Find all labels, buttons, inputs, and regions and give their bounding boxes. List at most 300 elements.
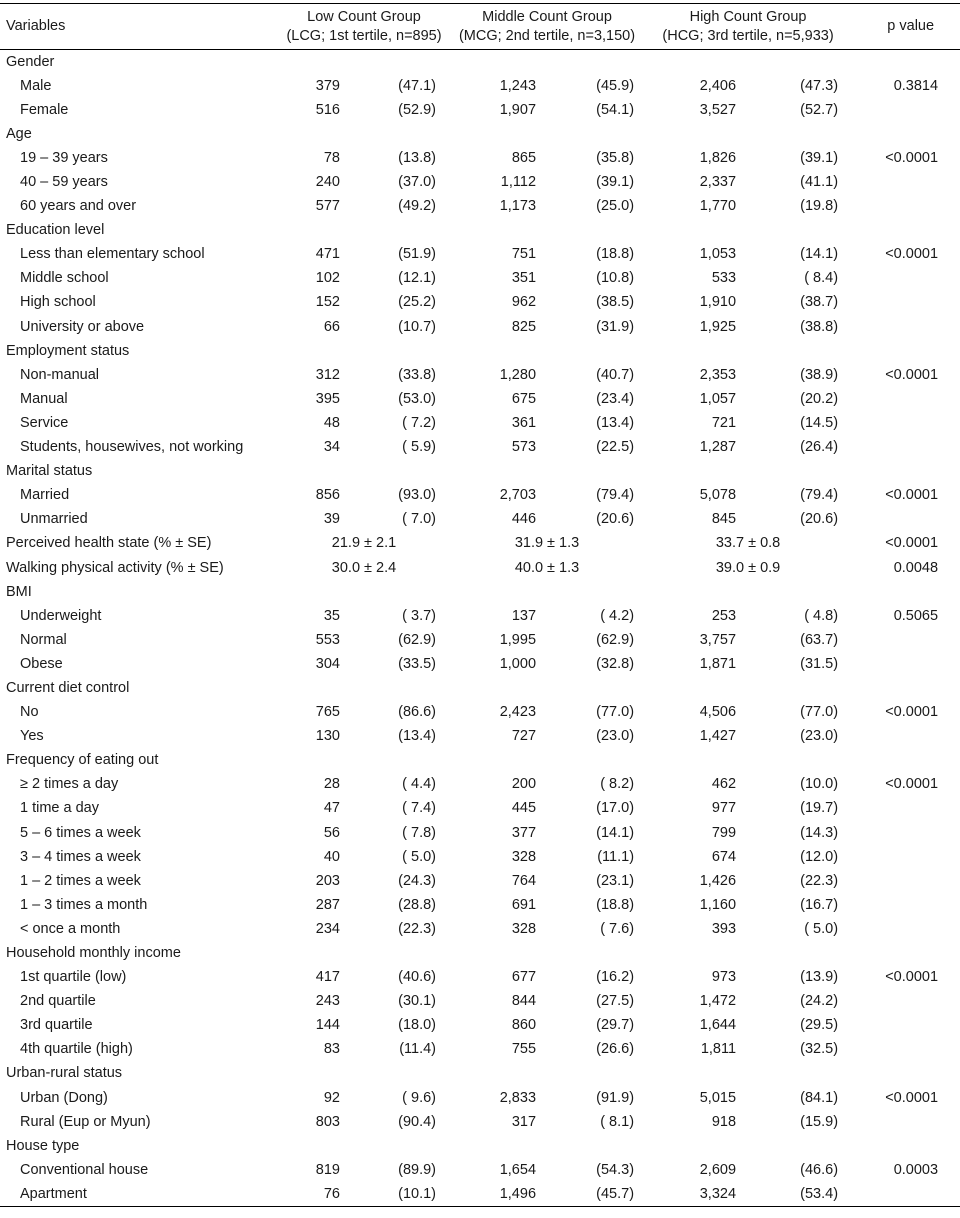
category-label: 2nd quartile [20, 993, 96, 1010]
header-lcg-subtitle: (LCG; 1st tertile, n=895) [286, 27, 442, 44]
hcg-count: 674 [711, 848, 737, 865]
p-value [850, 869, 960, 893]
hcg-percent: (14.3) [800, 824, 839, 841]
p-value [850, 98, 960, 122]
table-row [0, 1182, 960, 1206]
section-label: BMI [6, 583, 32, 600]
lcg-count: 144 [315, 1017, 340, 1034]
category-label: No [20, 704, 39, 721]
mcg-percent: (25.0) [596, 198, 635, 215]
category-label: University or above [20, 318, 145, 335]
mcg-count: 445 [511, 800, 537, 817]
category-label: Married [20, 487, 70, 504]
hcg-percent: ( 8.4) [804, 270, 839, 287]
p-value [850, 387, 960, 411]
category-label: Service [20, 414, 69, 431]
category-label: Obese [20, 655, 63, 672]
empty-cell [280, 580, 960, 604]
table-row [0, 435, 960, 459]
table-row [0, 387, 960, 411]
table-row [0, 74, 960, 98]
mcg-count: 573 [511, 439, 537, 456]
lcg-percent: (51.9) [398, 246, 437, 263]
lcg-percent: ( 9.6) [402, 1089, 437, 1106]
category-label: Manual [20, 390, 68, 407]
hcg-count: 253 [711, 607, 737, 624]
table-row [0, 507, 960, 531]
section-header-row [0, 122, 960, 146]
section-label: House type [6, 1137, 80, 1154]
lcg-count: 803 [315, 1113, 340, 1130]
mcg-percent: (39.1) [596, 174, 635, 191]
section-header-row [0, 218, 960, 242]
section-label: Age [6, 125, 32, 142]
hcg-count: 4,506 [699, 704, 737, 721]
lcg-count: 312 [315, 366, 340, 383]
mcg-count: 825 [511, 318, 537, 335]
hcg-percent: (63.7) [800, 631, 839, 648]
mcg-count: 677 [511, 969, 537, 986]
lcg-count: 417 [315, 969, 340, 986]
header-p-value: p value [850, 4, 960, 50]
mcg-count: 727 [511, 728, 537, 745]
empty-cell [280, 1061, 960, 1085]
mcg-percent: (54.1) [596, 101, 635, 118]
table-row [0, 1037, 960, 1061]
hcg-percent: (31.5) [800, 655, 839, 672]
hcg-count: 2,353 [699, 366, 737, 383]
hcg-percent: (22.3) [800, 872, 839, 889]
lcg-percent: ( 5.0) [402, 848, 437, 865]
p-value [850, 652, 960, 676]
lcg-percent: (49.2) [398, 198, 437, 215]
lcg-count: 40 [323, 848, 340, 865]
hcg-count: 5,015 [699, 1089, 737, 1106]
table-row [0, 315, 960, 339]
header-hcg-title: High Count Group [689, 8, 807, 25]
hcg-percent: (38.8) [800, 318, 839, 335]
section-label: Marital status [6, 463, 93, 480]
mcg-percent: ( 7.6) [600, 920, 635, 937]
hcg-count: 845 [711, 511, 737, 528]
table-row [0, 989, 960, 1013]
p-value: <0.0001 [885, 366, 939, 383]
section-label: Gender [6, 53, 55, 70]
hcg-mean-se: 39.0 ± 0.9 [715, 559, 781, 576]
mcg-count: 751 [511, 246, 537, 263]
lcg-percent: (12.1) [398, 270, 437, 287]
hcg-percent: (32.5) [800, 1041, 839, 1058]
mcg-percent: (16.2) [596, 969, 635, 986]
category-label: Non-manual [20, 366, 99, 383]
characteristics-table [0, 3, 960, 1207]
p-value [850, 1013, 960, 1037]
category-label: 40 – 59 years [20, 174, 108, 191]
lcg-percent: (90.4) [398, 1113, 437, 1130]
p-value [850, 290, 960, 314]
category-label: Female [20, 101, 69, 118]
mcg-count: 2,423 [499, 704, 537, 721]
p-value: <0.0001 [885, 535, 939, 552]
p-value [850, 989, 960, 1013]
lcg-percent: (25.2) [398, 294, 437, 311]
mcg-count: 675 [511, 390, 537, 407]
table-row [0, 290, 960, 314]
hcg-count: 918 [711, 1113, 737, 1130]
category-label: ≥ 2 times a day [20, 776, 119, 793]
empty-cell [280, 1134, 960, 1158]
section-header-row [0, 748, 960, 772]
p-value [850, 411, 960, 435]
p-value: 0.0003 [893, 1161, 939, 1178]
lcg-count: 83 [323, 1041, 340, 1058]
hcg-count: 1,426 [699, 872, 737, 889]
lcg-percent: (93.0) [398, 487, 437, 504]
lcg-percent: (52.9) [398, 101, 437, 118]
p-value: 0.5065 [893, 607, 939, 624]
mcg-percent: (18.8) [596, 896, 635, 913]
mcg-percent: (45.9) [596, 77, 635, 94]
lcg-count: 34 [323, 439, 340, 456]
hcg-count: 1,057 [699, 390, 737, 407]
p-value [850, 796, 960, 820]
p-value [850, 194, 960, 218]
p-value: <0.0001 [885, 1089, 939, 1106]
variable-label: Perceived health state (% ± SE) [6, 535, 212, 552]
lcg-percent: (33.8) [398, 366, 437, 383]
hcg-count: 973 [711, 969, 737, 986]
table-row [0, 917, 960, 941]
table-row [0, 1158, 960, 1182]
hcg-count: 533 [711, 270, 737, 287]
mcg-percent: (13.4) [596, 414, 635, 431]
lcg-percent: ( 7.4) [402, 800, 437, 817]
mcg-count: 446 [511, 511, 537, 528]
category-label: Unmarried [20, 511, 88, 528]
empty-cell [280, 50, 960, 74]
hcg-count: 1,826 [699, 149, 737, 166]
section-header-row [0, 459, 960, 483]
table-row [0, 869, 960, 893]
lcg-percent: ( 5.9) [402, 439, 437, 456]
category-label: 1 – 3 times a month [20, 896, 148, 913]
mcg-count: 1,243 [499, 77, 537, 94]
p-value [850, 266, 960, 290]
mcg-count: 1,995 [499, 631, 537, 648]
lcg-count: 78 [323, 149, 340, 166]
p-value [850, 1182, 960, 1206]
mcg-count: 1,654 [499, 1161, 537, 1178]
p-value [850, 917, 960, 941]
hcg-percent: (14.1) [800, 246, 839, 263]
mcg-count: 764 [511, 872, 537, 889]
hcg-percent: (52.7) [800, 101, 839, 118]
table-row [0, 98, 960, 122]
table-row [0, 821, 960, 845]
p-value [850, 821, 960, 845]
p-value [850, 507, 960, 531]
category-label: 1st quartile (low) [20, 969, 127, 986]
lcg-percent: (62.9) [398, 631, 437, 648]
mcg-mean-se: 31.9 ± 1.3 [514, 535, 580, 552]
hcg-count: 1,811 [700, 1041, 737, 1058]
mcg-percent: (23.1) [596, 872, 635, 889]
mcg-count: 1,000 [499, 655, 537, 672]
table-row [0, 266, 960, 290]
hcg-percent: ( 5.0) [804, 920, 839, 937]
lcg-percent: ( 3.7) [402, 607, 437, 624]
table-row [0, 652, 960, 676]
empty-cell [280, 676, 960, 700]
hcg-count: 1,910 [699, 294, 737, 311]
lcg-count: 577 [315, 198, 340, 215]
mcg-percent: (77.0) [596, 704, 635, 721]
hcg-percent: (47.3) [800, 77, 839, 94]
lcg-percent: (40.6) [398, 969, 437, 986]
hcg-percent: (29.5) [800, 1017, 839, 1034]
category-label: < once a month [20, 920, 121, 937]
category-label: Urban (Dong) [20, 1089, 108, 1106]
section-label: Household monthly income [6, 945, 181, 962]
mcg-percent: (10.8) [596, 270, 635, 287]
summary-row [0, 531, 960, 555]
header-variables: Variables [0, 4, 280, 50]
hcg-count: 721 [711, 414, 737, 431]
hcg-count: 1,053 [699, 246, 737, 263]
lcg-percent: (30.1) [398, 993, 437, 1010]
category-label: Conventional house [20, 1161, 149, 1178]
lcg-count: 553 [315, 631, 340, 648]
mcg-count: 755 [511, 1041, 537, 1058]
table-row [0, 1013, 960, 1037]
hcg-count: 2,406 [699, 77, 737, 94]
hcg-count: 1,472 [699, 993, 737, 1010]
p-value [850, 315, 960, 339]
empty-cell [280, 122, 960, 146]
hcg-count: 1,427 [699, 728, 737, 745]
lcg-count: 35 [323, 607, 340, 624]
mcg-percent: (22.5) [596, 439, 635, 456]
lcg-count: 39 [323, 511, 340, 528]
table-row [0, 700, 960, 724]
empty-cell [280, 339, 960, 363]
p-value [850, 435, 960, 459]
mcg-percent: ( 8.1) [600, 1113, 635, 1130]
p-value [850, 628, 960, 652]
mcg-count: 200 [511, 776, 537, 793]
mcg-percent: ( 8.2) [600, 776, 635, 793]
mcg-count: 2,833 [499, 1089, 537, 1106]
header-middle-count-group [448, 4, 646, 50]
empty-cell [280, 748, 960, 772]
table-row [0, 242, 960, 266]
p-value: <0.0001 [885, 487, 939, 504]
mcg-count: 1,280 [499, 366, 537, 383]
hcg-count: 977 [711, 800, 737, 817]
category-label: 19 – 39 years [20, 149, 108, 166]
category-label: 3rd quartile [20, 1017, 93, 1034]
lcg-count: 66 [323, 318, 340, 335]
table-row [0, 146, 960, 170]
lcg-count: 130 [315, 728, 340, 745]
variable-label: Walking physical activity (% ± SE) [6, 559, 224, 576]
hcg-percent: (24.2) [800, 993, 839, 1010]
p-value [850, 1037, 960, 1061]
section-label: Current diet control [6, 679, 130, 696]
category-label: 5 – 6 times a week [20, 824, 141, 841]
hcg-percent: (53.4) [738, 1182, 850, 1206]
lcg-count: 304 [315, 655, 340, 672]
hcg-percent: (46.6) [800, 1161, 839, 1178]
mcg-percent: (45.7) [538, 1182, 646, 1206]
table-row [0, 411, 960, 435]
lcg-percent: ( 7.8) [402, 824, 437, 841]
mcg-percent: (11.1) [597, 848, 635, 865]
hcg-percent: (12.0) [800, 848, 839, 865]
p-value: <0.0001 [885, 704, 939, 721]
section-header-row [0, 941, 960, 965]
section-label: Education level [6, 222, 105, 239]
header-mcg-subtitle: (MCG; 2nd tertile, n=3,150) [458, 27, 636, 44]
hcg-percent: (16.7) [800, 896, 839, 913]
lcg-count: 102 [315, 270, 340, 287]
lcg-count: 243 [315, 993, 340, 1010]
category-label: Normal [20, 631, 67, 648]
p-value [850, 845, 960, 869]
section-header-row [0, 580, 960, 604]
mcg-percent: (27.5) [596, 993, 635, 1010]
mcg-count: 377 [511, 824, 537, 841]
hcg-percent: (77.0) [800, 704, 839, 721]
hcg-count: 5,078 [699, 487, 737, 504]
lcg-percent: (10.7) [398, 318, 437, 335]
lcg-count: 48 [323, 414, 340, 431]
category-label: High school [20, 294, 96, 311]
mcg-count: 691 [511, 896, 537, 913]
mcg-count: 1,173 [499, 198, 537, 215]
table-row [0, 628, 960, 652]
hcg-percent: (20.6) [800, 511, 839, 528]
p-value [850, 170, 960, 194]
lcg-percent: (33.5) [398, 655, 437, 672]
hcg-percent: (39.1) [800, 149, 839, 166]
hcg-percent: (41.1) [800, 174, 839, 191]
mcg-percent: (35.8) [596, 149, 635, 166]
table-row [0, 363, 960, 387]
category-label: Students, housewives, not working [20, 439, 244, 456]
mcg-percent: (23.4) [596, 390, 635, 407]
hcg-count: 3,324 [646, 1182, 738, 1206]
section-header-row [0, 1061, 960, 1085]
section-header-row [0, 339, 960, 363]
mcg-count: 317 [511, 1113, 537, 1130]
mcg-count: 328 [511, 848, 537, 865]
mcg-percent: (54.3) [596, 1161, 635, 1178]
mcg-percent: (23.0) [596, 728, 635, 745]
p-value: <0.0001 [885, 969, 939, 986]
lcg-count: 516 [315, 101, 340, 118]
table-row [0, 796, 960, 820]
hcg-percent: (14.5) [800, 414, 839, 431]
hcg-count: 3,757 [699, 631, 737, 648]
mcg-count: 328 [511, 920, 537, 937]
header-low-count-group [280, 4, 448, 50]
mcg-percent: (14.1) [596, 824, 635, 841]
lcg-mean-se: 21.9 ± 2.1 [331, 535, 397, 552]
category-label: Less than elementary school [20, 246, 205, 263]
table-row [0, 170, 960, 194]
lcg-count: 47 [323, 800, 340, 817]
lcg-percent: (13.8) [398, 149, 437, 166]
lcg-percent: ( 4.4) [402, 776, 437, 793]
category-label: Yes [20, 728, 44, 745]
lcg-count: 287 [315, 896, 340, 913]
lcg-count: 28 [323, 776, 340, 793]
lcg-percent: (18.0) [398, 1017, 437, 1034]
hcg-percent: (15.9) [800, 1113, 839, 1130]
lcg-count: 379 [315, 77, 340, 94]
section-header-row [0, 1134, 960, 1158]
p-value: <0.0001 [885, 149, 939, 166]
lcg-count: 203 [315, 872, 340, 889]
category-label: 4th quartile (high) [20, 1041, 133, 1058]
table-row [0, 483, 960, 507]
category-label: Apartment [0, 1182, 280, 1206]
table-body [0, 50, 960, 1207]
empty-cell [280, 941, 960, 965]
hcg-count: 1,160 [699, 896, 737, 913]
mcg-count: 844 [511, 993, 537, 1010]
lcg-percent: (11.4) [399, 1041, 437, 1058]
hcg-percent: (79.4) [800, 487, 839, 504]
category-label: 60 years and over [20, 198, 137, 215]
table-row [0, 1110, 960, 1134]
hcg-count: 3,527 [699, 101, 737, 118]
header-high-count-group [646, 4, 850, 50]
lcg-percent: (22.3) [398, 920, 437, 937]
section-header-row [0, 50, 960, 74]
hcg-count: 799 [711, 824, 737, 841]
mcg-count: 361 [511, 414, 537, 431]
table-row [0, 772, 960, 796]
mcg-percent: (29.7) [596, 1017, 635, 1034]
section-label: Frequency of eating out [6, 752, 159, 769]
hcg-count: 1,644 [699, 1017, 737, 1034]
hcg-count: 462 [711, 776, 737, 793]
mcg-count: 1,907 [499, 101, 537, 118]
p-value [850, 893, 960, 917]
lcg-percent: (53.0) [398, 390, 437, 407]
table-row [0, 965, 960, 989]
hcg-count: 2,337 [699, 174, 737, 191]
lcg-count: 819 [315, 1161, 340, 1178]
hcg-count: 1,871 [699, 655, 737, 672]
mcg-count: 137 [511, 607, 537, 624]
header-hcg-subtitle: (HCG; 3rd tertile, n=5,933) [662, 27, 834, 44]
hcg-percent: (13.9) [800, 969, 839, 986]
hcg-percent: (19.7) [800, 800, 839, 817]
p-value: <0.0001 [885, 246, 939, 263]
header-lcg-title: Low Count Group [307, 8, 421, 25]
lcg-count: 395 [315, 390, 340, 407]
mcg-count: 865 [511, 149, 537, 166]
category-label: 1 – 2 times a week [20, 872, 141, 889]
section-label: Employment status [6, 342, 130, 359]
table-header [0, 4, 960, 50]
lcg-count: 240 [315, 174, 340, 191]
lcg-percent: ( 7.2) [402, 414, 437, 431]
mcg-percent: (79.4) [596, 487, 635, 504]
